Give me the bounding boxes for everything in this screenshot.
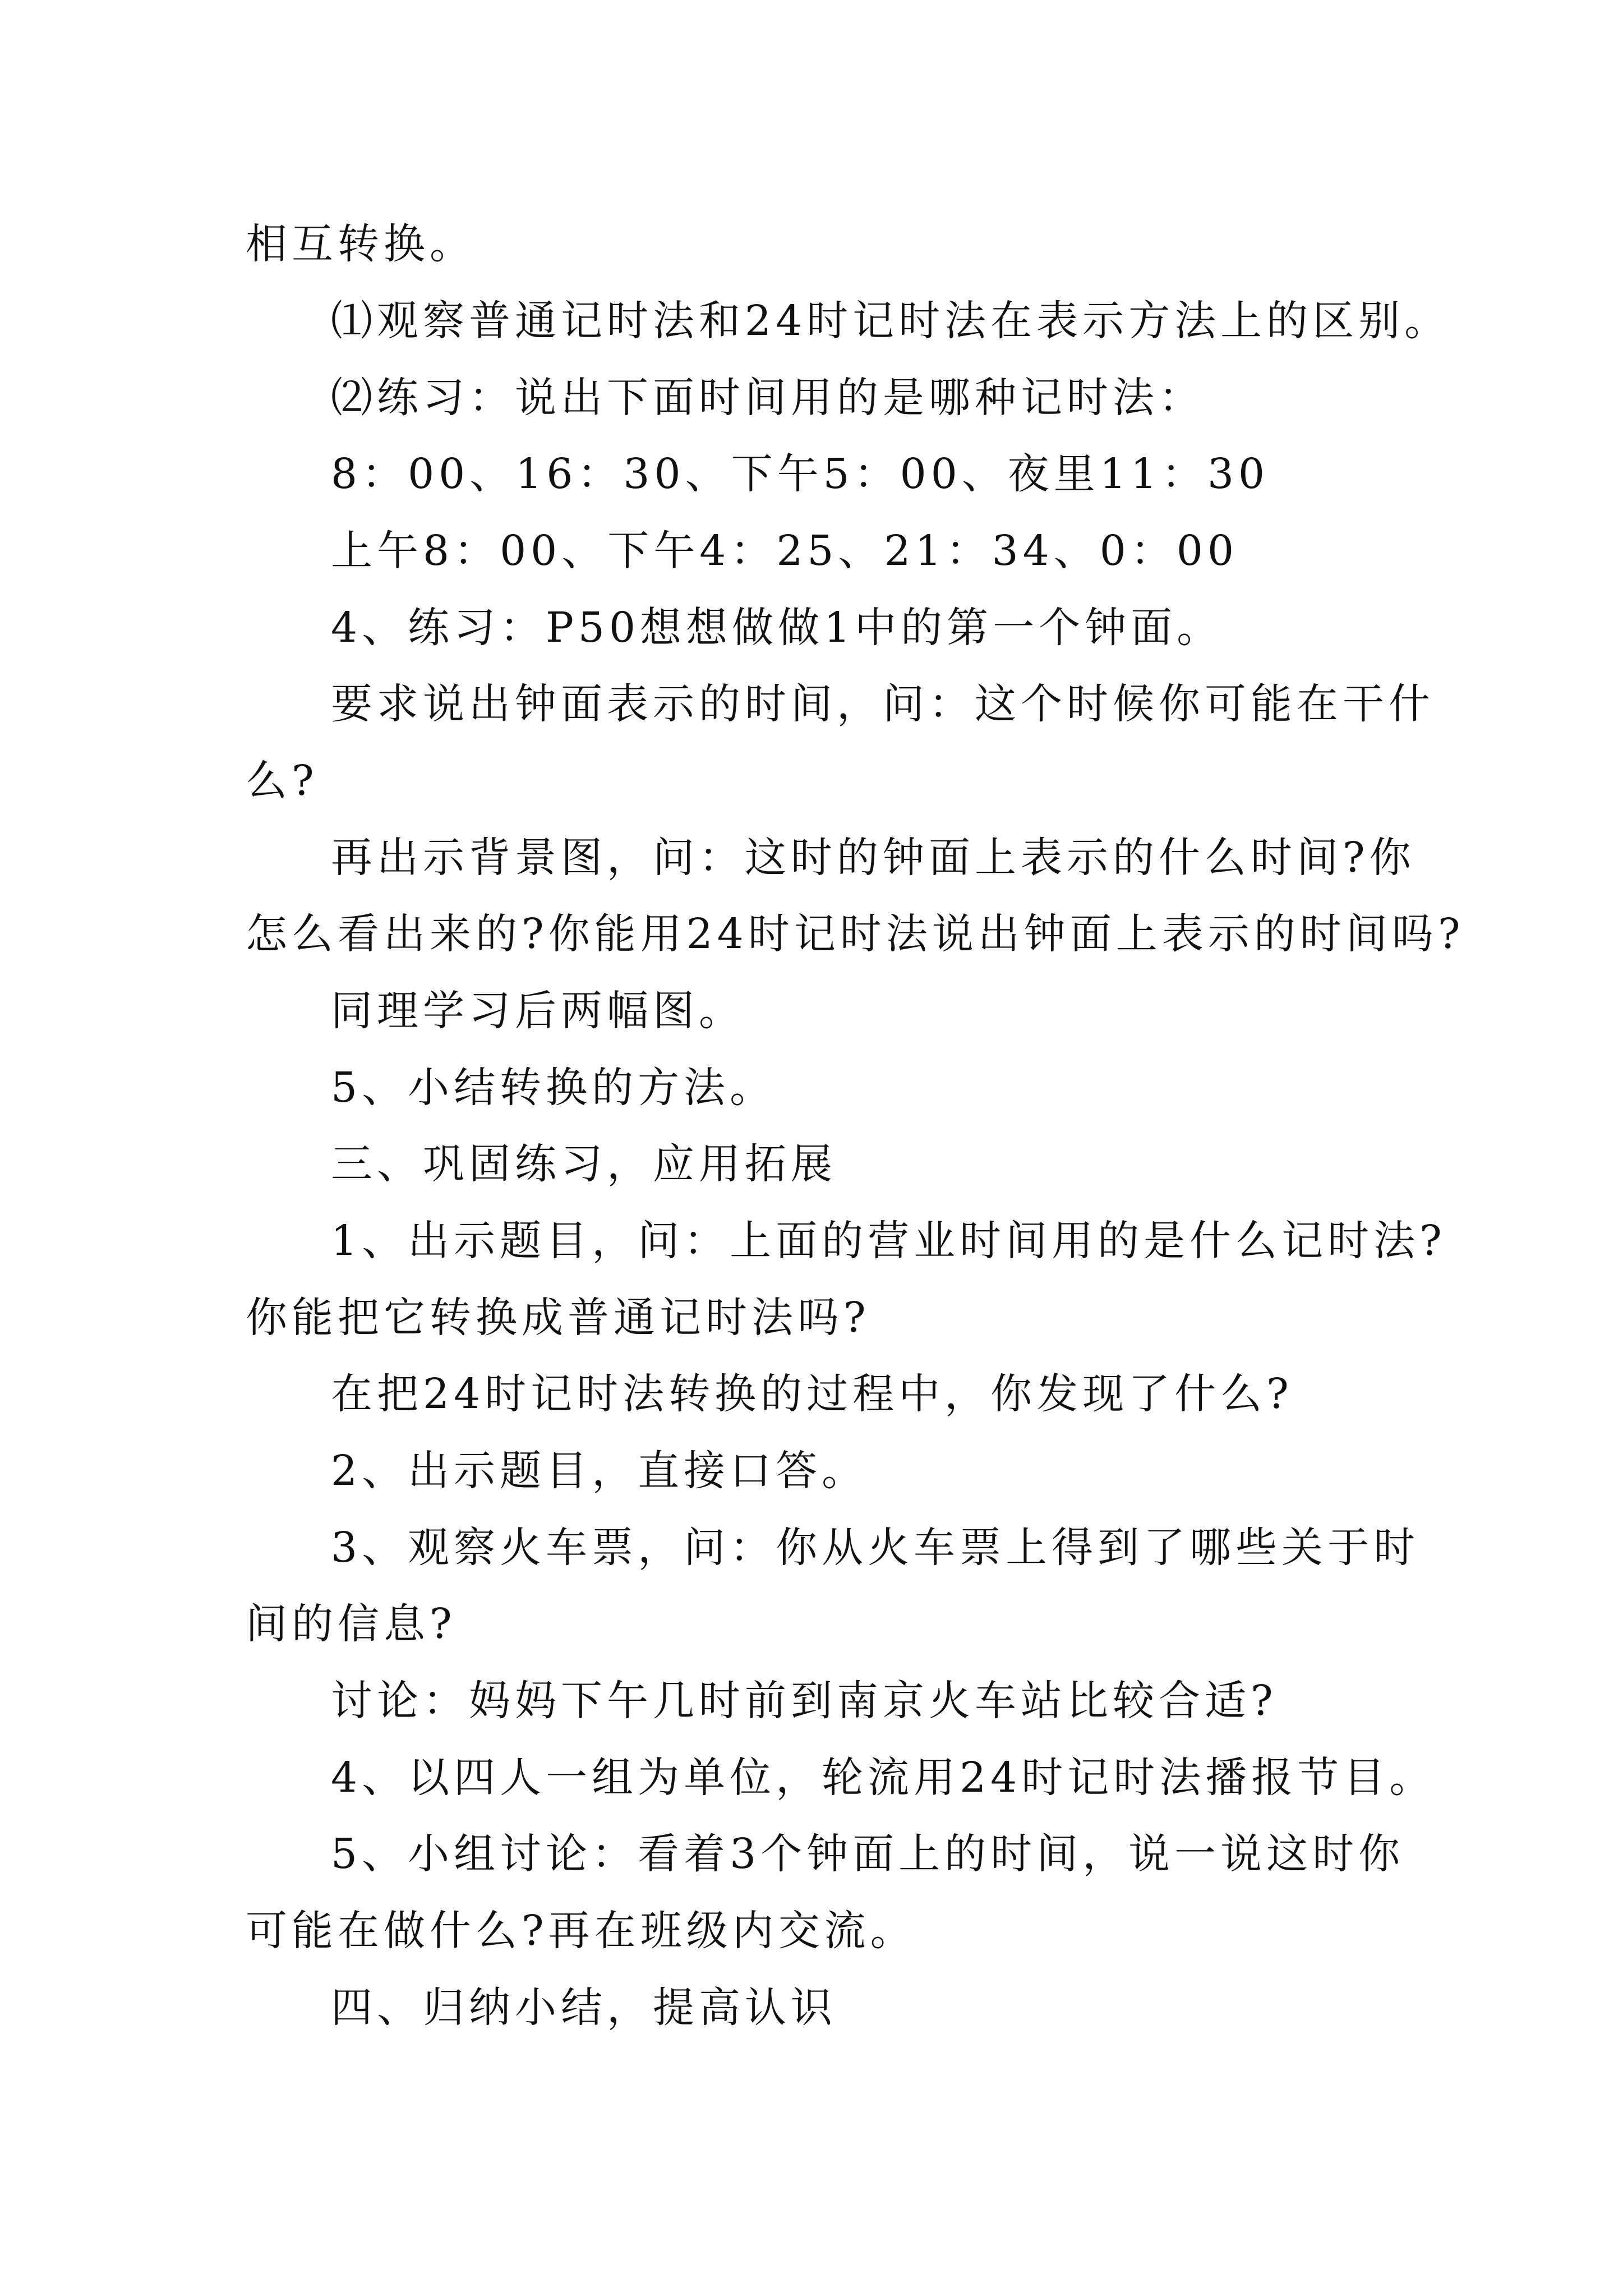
text-line-22: 5、小组讨论：看着3个钟面上的时间，说一说这时你 — [331, 1830, 1405, 1878]
text-line-4: 8：00、16：30、下午5：00、夜里11：30 — [331, 450, 1270, 498]
text-line-23: 可能在做什么?再在班级内交流。 — [246, 1907, 916, 1955]
text-line-12: 5、小结转换的方法。 — [331, 1064, 776, 1112]
text-line-3: ⑵练习：说出下面时间用的是哪种记时法： — [331, 374, 1205, 422]
section-heading-3: 三、巩固练习，应用拓展 — [331, 1140, 837, 1188]
text-line-2: ⑴观察普通记时法和24时记时法在表示方法上的区别。 — [331, 297, 1451, 345]
section-heading-4: 四、归纳小结，提高认识 — [331, 1984, 837, 2032]
text-line-21: 4、以四人一组为单位，轮流用24时记时法播报节目。 — [331, 1754, 1436, 1802]
text-line-16: 在把24时记时法转换的过程中，你发现了什么? — [331, 1370, 1293, 1418]
text-line-19: 间的信息? — [246, 1600, 457, 1648]
text-line-10: 怎么看出来的?你能用24时记时法说出钟面上表示的时间吗? — [246, 910, 1465, 958]
text-line-18: 3、观察火车票，问：你从火车票上得到了哪些关于时 — [331, 1524, 1420, 1572]
text-line-11: 同理学习后两幅图。 — [331, 987, 745, 1035]
text-line-8: 么? — [246, 757, 319, 805]
text-line-14: 1、出示题目，问：上面的营业时间用的是什么记时法? — [331, 1217, 1446, 1265]
text-line-6: 4、练习：P50想想做做1中的第一个钟面。 — [331, 604, 1223, 652]
text-line-15: 你能把它转换成普通记时法吗? — [246, 1294, 870, 1342]
text-line-1: 相互转换。 — [246, 220, 476, 268]
text-line-9: 再出示背景图，问：这时的钟面上表示的什么时间?你 — [331, 834, 1415, 882]
text-line-17: 2、出示题目，直接口答。 — [331, 1447, 868, 1495]
text-line-7: 要求说出钟面表示的时间，问：这个时候你可能在干什 — [331, 680, 1435, 728]
text-line-20: 讨论：妈妈下午几时前到南京火车站比较合适? — [331, 1677, 1278, 1725]
text-line-5: 上午8：00、下午4：25、21：34、0：00 — [331, 527, 1239, 575]
